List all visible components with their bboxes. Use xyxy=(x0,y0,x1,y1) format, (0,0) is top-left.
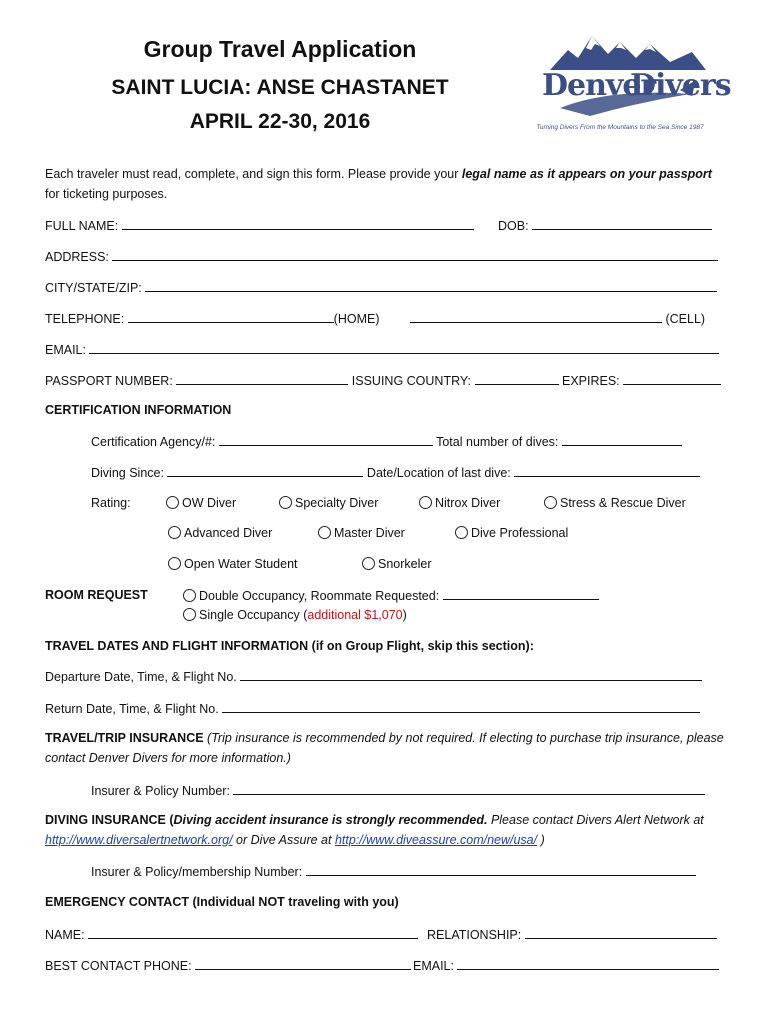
instructions-text: Each traveler must read, complete, and sign this form. Please provide your xyxy=(45,167,462,181)
full-name-field[interactable] xyxy=(122,216,474,230)
expires-label: EXPIRES: xyxy=(561,374,620,388)
return-field[interactable] xyxy=(222,699,700,713)
emergency-name-field[interactable] xyxy=(88,925,418,939)
diving-insurance-heading: DIVING INSURANCE ( xyxy=(45,813,174,827)
trip-insurance-section xyxy=(45,728,735,768)
rating-option-label: Open Water Student xyxy=(184,557,298,571)
dive-insurer-field[interactable] xyxy=(306,862,696,876)
departure-row xyxy=(45,667,702,685)
telephone-row xyxy=(45,309,380,327)
roommate-field[interactable] xyxy=(443,586,599,600)
radio-icon[interactable] xyxy=(455,526,468,539)
total-dives-field[interactable] xyxy=(562,432,682,446)
address-label: ADDRESS: xyxy=(45,250,109,264)
total-dives-label: Total number of dives: xyxy=(436,435,559,449)
home-phone-field[interactable] xyxy=(128,309,334,323)
radio-icon[interactable] xyxy=(318,526,331,539)
relationship-row xyxy=(427,925,717,943)
email-field[interactable] xyxy=(89,340,719,354)
issuing-country-field[interactable] xyxy=(475,371,559,385)
single-occupancy-close: ) xyxy=(402,608,407,622)
address-row xyxy=(45,247,718,265)
expires-field[interactable] xyxy=(623,371,721,385)
email-label: EMAIL: xyxy=(45,343,86,357)
rating-specialty[interactable] xyxy=(279,494,378,512)
radio-icon[interactable] xyxy=(544,496,557,509)
rating-label: Rating: xyxy=(91,496,131,510)
page-title: Group Travel Application xyxy=(143,36,417,62)
diving-since-label: Diving Since: xyxy=(91,466,164,480)
rating-ow-student[interactable] xyxy=(168,555,298,573)
diving-insurance-emphasis: Diving accident insurance is strongly recommended. xyxy=(173,813,488,827)
room-request-heading: ROOM REQUEST xyxy=(45,588,148,602)
dive-insurer-label: Insurer & Policy/membership Number: xyxy=(91,865,303,879)
relationship-label: RELATIONSHIP: xyxy=(427,928,522,942)
diving-insurance-section xyxy=(45,810,735,850)
trip-dates: APRIL 22-30, 2016 xyxy=(189,110,371,133)
passport-label: PASSPORT NUMBER: xyxy=(45,374,173,388)
rating-option-label: Advanced Diver xyxy=(184,526,273,540)
instructions-text-end: for ticketing purposes. xyxy=(45,187,168,201)
telephone-label: TELEPHONE: xyxy=(45,312,125,326)
dob-label: DOB: xyxy=(498,219,529,233)
last-dive-field[interactable] xyxy=(514,463,700,477)
rating-option-label: Nitrox Diver xyxy=(435,496,501,510)
city-row xyxy=(45,278,717,296)
logo-name-right: Divers xyxy=(630,68,731,103)
city-state-zip-field[interactable] xyxy=(145,278,717,292)
issuing-country-label: ISSUING COUNTRY: xyxy=(351,374,472,388)
trip-insurer-row xyxy=(91,781,705,799)
dive-insurer-row xyxy=(91,862,696,880)
radio-icon[interactable] xyxy=(183,589,196,602)
city-state-zip-label: CITY/STATE/ZIP: xyxy=(45,281,142,295)
diving-insurance-note-2: or Dive Assure at xyxy=(232,833,335,847)
rating-snorkeler[interactable] xyxy=(362,555,432,573)
instructions xyxy=(45,164,720,204)
emergency-email-field[interactable] xyxy=(457,956,719,970)
rating-option-label: OW Diver xyxy=(182,496,237,510)
cell-phone-field[interactable] xyxy=(410,309,662,323)
rating-option-label: Master Diver xyxy=(334,526,405,540)
dob-field[interactable] xyxy=(532,216,712,230)
emergency-phone-label: BEST CONTACT PHONE: xyxy=(45,959,192,973)
departure-label: Departure Date, Time, & Flight No. xyxy=(45,670,237,684)
rating-nitrox[interactable] xyxy=(419,494,500,512)
instructions-emphasis: legal name as it appears on your passport xyxy=(461,167,712,181)
rating-option-label: Snorkeler xyxy=(378,557,432,571)
dob-row xyxy=(498,216,712,234)
room-single[interactable] xyxy=(183,606,407,624)
radio-icon[interactable] xyxy=(168,557,181,570)
denver-divers-logo xyxy=(520,28,731,138)
emergency-phone-field[interactable] xyxy=(195,956,411,970)
radio-icon[interactable] xyxy=(279,496,292,509)
emergency-phone-row xyxy=(45,956,411,974)
rating-master[interactable] xyxy=(318,524,405,542)
room-double[interactable] xyxy=(183,586,599,604)
return-row xyxy=(45,699,700,717)
emergency-heading: EMERGENCY CONTACT (Individual NOT traveling with you) xyxy=(45,895,399,909)
rating-option-label: Dive Professional xyxy=(471,526,569,540)
rating-ow[interactable] xyxy=(166,494,236,512)
agency-row xyxy=(91,432,682,450)
departure-field[interactable] xyxy=(240,667,702,681)
trip-insurance-note: (Trip insurance is recommended by not required. If electing to purchase trip insurance, please contact Denver Divers for more information.) xyxy=(45,731,724,765)
last-dive-label: Date/Location of last dive: xyxy=(366,466,511,480)
rating-rescue[interactable] xyxy=(544,494,686,512)
emergency-email-row xyxy=(413,956,719,974)
radio-icon[interactable] xyxy=(419,496,432,509)
rating-professional[interactable] xyxy=(455,524,568,542)
certification-heading: CERTIFICATION INFORMATION xyxy=(45,403,232,417)
email-row xyxy=(45,340,719,358)
home-label: (HOME) xyxy=(333,312,380,326)
radio-icon[interactable] xyxy=(183,608,196,621)
emergency-name-label: NAME: xyxy=(45,928,85,942)
cell-label: (CELL) xyxy=(665,312,706,326)
radio-icon[interactable] xyxy=(168,526,181,539)
radio-icon[interactable] xyxy=(362,557,375,570)
rating-advanced[interactable] xyxy=(168,524,272,542)
diving-since-row xyxy=(91,463,700,481)
rating-option-label: Stress & Rescue Diver xyxy=(560,496,686,510)
logo-tagline: Turning Divers From the Mountains to the Sea Since 1987 xyxy=(536,124,704,131)
emergency-name-row xyxy=(45,925,418,943)
trip-insurer-label: Insurer & Policy Number: xyxy=(91,784,230,798)
logo-name-left: Denver xyxy=(542,68,656,103)
trip-insurance-heading: TRAVEL/TRIP INSURANCE xyxy=(45,731,204,745)
full-name-row xyxy=(45,216,474,234)
agency-label: Certification Agency/#: xyxy=(91,435,216,449)
single-occupancy-label: Single Occupancy ( xyxy=(199,608,308,622)
emergency-email-label: EMAIL: xyxy=(413,959,454,973)
travel-heading: TRAVEL DATES AND FLIGHT INFORMATION (if on Group Flight, skip this section): xyxy=(45,639,534,653)
single-occupancy-cost: additional $1,070 xyxy=(307,608,403,622)
trip-destination: SAINT LUCIA: ANSE CHASTANET xyxy=(111,76,449,99)
dan-link[interactable]: http://www.diversalertnetwork.org/ xyxy=(45,833,233,847)
address-field[interactable] xyxy=(112,247,718,261)
diving-since-field[interactable] xyxy=(167,463,363,477)
passport-row xyxy=(45,371,721,389)
full-name-label: FULL NAME: xyxy=(45,219,119,233)
relationship-field[interactable] xyxy=(525,925,717,939)
cell-row xyxy=(410,309,705,327)
diveassure-link[interactable]: http://www.diveassure.com/new/usa/ xyxy=(334,833,538,847)
trip-insurer-field[interactable] xyxy=(233,781,705,795)
diving-insurance-note-3: ) xyxy=(537,833,545,847)
return-label: Return Date, Time, & Flight No. xyxy=(45,702,219,716)
passport-field[interactable] xyxy=(176,371,348,385)
diving-insurance-note: Please contact Divers Alert Network at xyxy=(487,813,704,827)
agency-field[interactable] xyxy=(219,432,433,446)
rating-option-label: Specialty Diver xyxy=(295,496,379,510)
double-occupancy-label: Double Occupancy, Roommate Requested: xyxy=(199,589,440,603)
radio-icon[interactable] xyxy=(166,496,179,509)
